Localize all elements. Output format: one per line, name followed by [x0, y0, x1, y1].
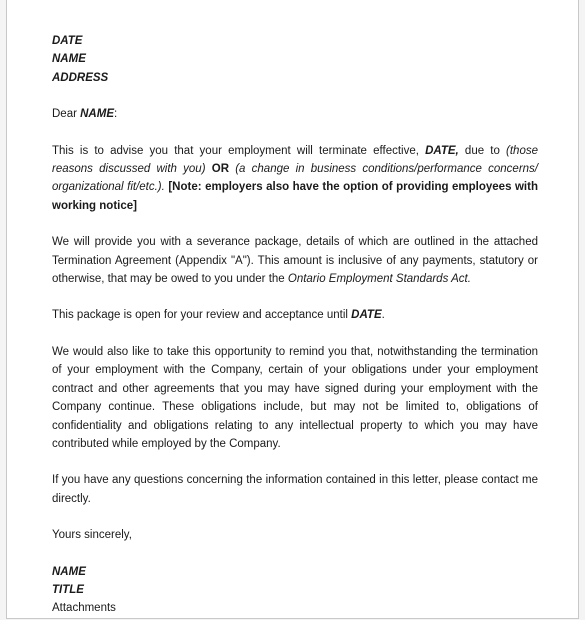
para2-act: Ontario Employment Standards Act. [287, 273, 471, 286]
salutation [52, 105, 538, 123]
para1-reasons: (those reasons discussed with you) [52, 144, 538, 176]
header-address: ADDRESS [52, 71, 109, 84]
paragraph-obligations: We would also like to take this opportunity to remind you that, notwithstanding the termination of your employment with the Company, certain of your obligations under your employment contract and other agreements that you may have signed during your employment with the Company continue. These obligations include, but may not be limited to, obligations of confidentiality and obligations relating to any intellectual property to which you may have contributed while employed by the Company. [52, 345, 538, 450]
para1-or: OR [205, 163, 236, 176]
paragraph-review [52, 306, 538, 324]
signature-title: TITLE [52, 583, 84, 596]
paragraph-questions: If you have any questions concerning the information contained in this letter, please contact me directly. [52, 474, 538, 505]
para1-date: DATE, [425, 144, 459, 157]
salutation-name: NAME [80, 108, 114, 121]
para3-text-1: This package is open for your review and acceptance until [52, 309, 352, 322]
para3-date: DATE [351, 309, 382, 322]
closing: Yours sincerely, [52, 529, 132, 542]
paragraph-severance [52, 233, 538, 288]
para1-note: [Note: employers also have the option of providing employees with working notice] [52, 181, 538, 212]
letter-page [6, 0, 579, 619]
para1-change: (a change in business conditions/performance concerns/ organizational fit/etc.). [52, 163, 538, 194]
para3-text-2: . [381, 309, 385, 322]
attachments-label: Attachments [52, 602, 116, 615]
para1-text-1: This is to advise you that your employment will terminate effective, [52, 144, 426, 157]
salutation-colon: : [114, 108, 118, 121]
paragraph-termination [52, 142, 538, 216]
header-name: NAME [52, 53, 86, 66]
signature-name: NAME [52, 565, 86, 578]
para1-text-2: due to [458, 144, 507, 157]
salutation-dear: Dear [52, 108, 81, 121]
header-date: DATE [52, 35, 83, 47]
letter-body [52, 32, 538, 618]
para2-text-1: We will provide you with a severance package, details of which are outlined in the attached Termination Agreement (Appendix "A"). This amount is inclusive of any payments, statutory or otherwise, that may be owed to you under the [52, 236, 538, 286]
